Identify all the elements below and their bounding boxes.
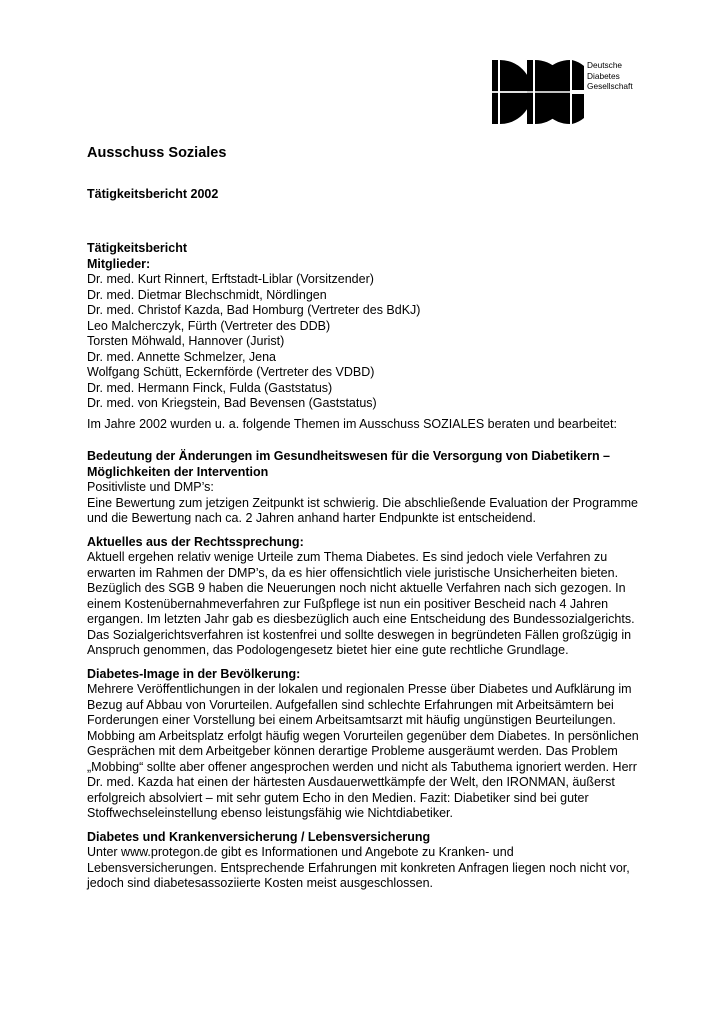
logo-line-2: Diabetes [587,70,620,81]
section-body: Eine Bewertung zum jetzigen Zeitpunkt ist schwierig. Die abschließende Evaluation der Programme und die Bewertung nach ca. 2 Jahren anhand harter Endpunkte ist entscheidend. [87,495,638,525]
members-heading: Mitglieder: [87,256,151,271]
section-heading: Aktuelles aus der Rechtssprechung: [87,534,304,549]
member-item: Dr. med. Kurt Rinnert, Erftstadt-Liblar (Vorsitzender) [87,272,374,286]
ddg-logo [492,60,642,124]
section-heading: Diabetes-Image in der Bevölkerung: [87,666,301,681]
section-body: Mehrere Veröffentlichungen in der lokalen und regionalen Presse über Diabetes und Aufklärung im Bezug auf Abbau von Vorurteilen. Aufgefallen sind schlechte Erfahrungen mit Arbeitsämtern bei Forderungen einer Vorstellung bei einem Arbeitsamtsarzt mit häufig ungünstigen Beurteilungen. Mobbing am Arbeitsplatz erfolgt häufig wegen Vorurteilen gegenüber dem Diabetes. In persönlichen Gesprächen mit dem Arbeitgeber können derartige Probleme ausgeräumt werden. Das Problem „Mobbing“ sollte aber offener angesprochen werden und nicht als Tabuthema ignoriert werden. Herr Dr. med. Kazda hat einen der härtesten Ausdauerwettkämpfe der Welt, den IRONMAN, äußerst erfolgreich absolviert – mit sehr gutem Echo in den Medien. Fazit: Diabetiker sind bei guter Stoffwechseleinstellung ebenso leistungsfähig wie Nichtdiabetiker. [87,682,639,820]
section-lead: Positivliste und DMP’s: [87,480,214,494]
member-item: Dr. med. Dietmar Blechschmidt, Nördlingen [87,287,327,302]
intro-paragraph: Im Jahre 2002 wurden u. a. folgende Themen im Ausschuss SOZIALES beraten und bearbeitet: [87,416,617,431]
logo-line-3: Gesellschaft [587,81,633,91]
member-item: Dr. med. von Kriegstein, Bad Bevensen (Gaststatus) [87,396,377,410]
document-title: Ausschuss Soziales [87,145,227,161]
ddg-logo-mark-icon [492,60,584,124]
report-heading: Tätigkeitsbericht [87,241,188,255]
member-item: Dr. med. Annette Schmelzer, Jena [87,349,276,364]
section-heading: Diabetes und Krankenversicherung / Lebensversicherung [87,829,431,844]
member-item: Wolfgang Schütt, Eckernförde (Vertreter des VDBD) [87,365,375,379]
member-item: Torsten Möhwald, Hannover (Jurist) [87,334,285,348]
section-body: Aktuell ergehen relativ wenige Urteile zum Thema Diabetes. Es sind jedoch viele Verfahren zu erwarten im Rahmen der DMP’s, da es hier offensichtlich viele juristische Unsicherheiten bieten. Bezüglich des SGB 9 haben die Neuerungen noch nicht aktuelle Verfahren nach sich gezogen. In einem Kostenübernahmeverfahren zur Fußpflege ist nun ein positiver Bescheid nach 4 Jahren ergangen. Im letzten Jahr gab es diesbezüglich auch eine Entscheidung des Bundessozialgerichts. Das Sozialgerichtsverfahren ist kostenfrei und sollte deswegen in begründeten Fällen großzügig in Anspruch genommen, das Podologengesetz bietet hier eine gute rechtliche Grundlage. [87,550,635,657]
members-list [87,272,647,412]
member-item: Dr. med. Christof Kazda, Bad Homburg (Vertreter des BdKJ) [87,303,421,317]
member-item: Leo Malcherczyk, Fürth (Vertreter des DDB) [87,318,331,333]
section-heading: Bedeutung der Änderungen im Gesundheitswesen für die Versorgung von Diabetikern – Möglichkeiten der Intervention [87,449,611,479]
logo-line-1: Deutsche [587,60,623,70]
ddg-logo-text [587,60,633,92]
document-body [87,241,647,892]
section-body: Unter www.protegon.de gibt es Informationen und Angebote zu Kranken- und Lebensversicherungen. Entsprechende Erfahrungen mit konkreten Anfragen liegen noch nicht vor, jedoch sind diabetesassoziierte Kosten meist ausgeschlossen. [87,845,630,890]
member-item: Dr. med. Hermann Finck, Fulda (Gaststatus) [87,380,333,395]
document-subtitle: Tätigkeitsbericht 2002 [87,187,219,201]
